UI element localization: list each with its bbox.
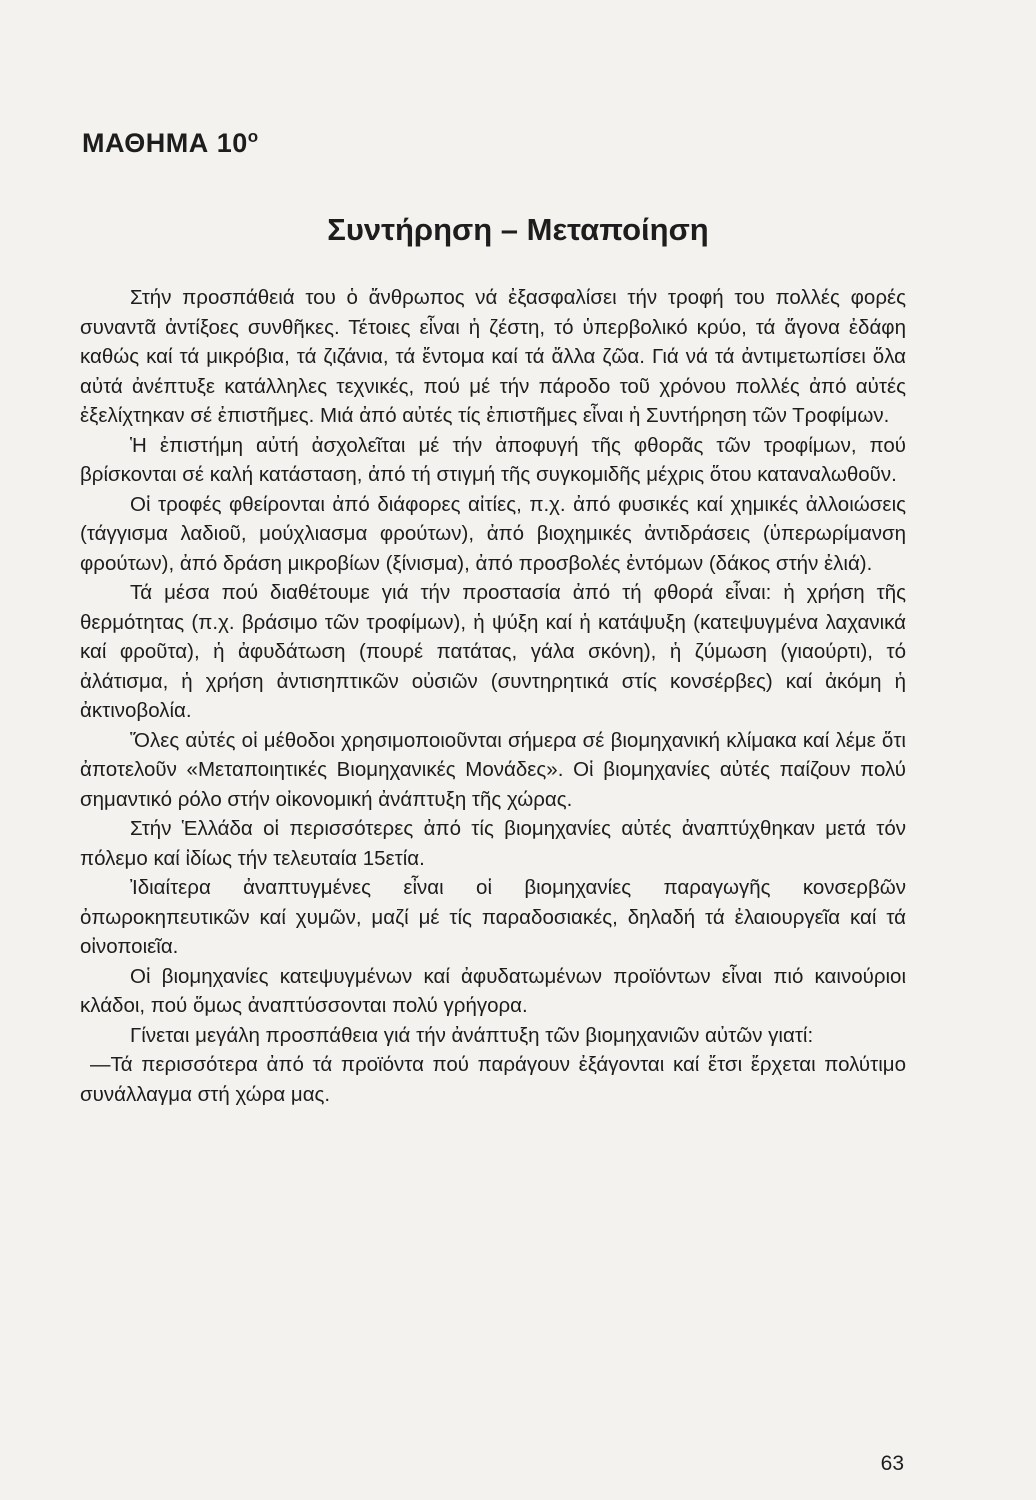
paragraph: Ἰδιαίτερα ἀναπτυγμένες εἶναι οἱ βιομηχανίες παραγωγῆς κονσερβῶν ὀπωροκηπευτικῶν καί χυμῶν, μαζί μέ τίς παραδοσιακές, δηλαδή τά ἐλαιουργεῖα καί τά οἰνοποιεῖα. bbox=[80, 876, 906, 958]
paragraph: Τά μέσα πού διαθέτουμε γιά τήν προστασία ἀπό τή φθορά εἶναι: ἡ χρήση τῆς θερμότητας (π.χ. βράσιμο τῶν τροφίμων), ἡ ψύξη καί ἡ κατάψυξη (κατεψυγμένα λαχανικά καί φροῦτα), ἡ ἀφυδάτωση (πουρέ πατάτας, γάλα σκόνη), ἡ ζύμωση (γιαούρτι), τό ἀλάτισμα, ἡ χρήση ἀντισηπτικῶν οὐσιῶν (συντηρητικά στίς κονσέρβες) καί ἀκόμη ἡ ἀκτινοβολία. bbox=[80, 581, 906, 722]
paragraph: Ἡ ἐπιστήμη αὐτή ἀσχολεῖται μέ τήν ἀποφυγή τῆς φθορᾶς τῶν τροφίμων, πού βρίσκονται σέ καλή κατάσταση, ἀπό τή στιγμή τῆς συγκομιδῆς μέχρις ὅτου καταναλωθοῦν. bbox=[80, 433, 906, 486]
lesson-label: ΜΑΘΗΜΑ 10 bbox=[82, 128, 248, 158]
paragraph: Ὅλες αὐτές οἱ μέθοδοι χρησιμοποιοῦνται σήμερα σέ βιομηχανική κλίμακα καί λέμε ὅτι ἀποτελοῦν «Μεταποιητικές Βιομηχανικές Μονάδες». Οἱ βιομηχανίες αὐτές παίζουν πολύ σημαντικό ρόλο στήν οἰκονομική ἀνάπτυξη τῆς χώρας. bbox=[80, 728, 906, 811]
paragraph-dash-item: —Τά περισσότερα ἀπό τά προϊόντα πού παράγουν ἐξάγονται καί ἔτσι ἔρχεται πολύτιμο συνάλλαγμα στή χώρα μας. bbox=[80, 1053, 906, 1106]
paragraph: Γίνεται μεγάλη προσπάθεια γιά τήν ἀνάπτυξη τῶν βιομηχανιῶν αὐτῶν γιατί: bbox=[130, 1023, 814, 1047]
lesson-ordinal-suffix: ο bbox=[247, 127, 259, 146]
lesson-heading bbox=[82, 127, 259, 159]
paragraph: Οἱ βιομηχανίες κατεψυγμένων καί ἀφυδατωμένων προϊόντων εἶναι πιό καινούριοι κλάδοι, πού ὅμως ἀναπτύσσονται πολύ γρήγορα. bbox=[80, 964, 906, 1017]
paragraph: Στήν προσπάθειά του ὁ ἄνθρωπος νά ἐξασφαλίσει τήν τροφή του πολλές φορές συναντᾶ ἀντίξοες συνθῆκες. Τέτοιες εἶναι ἡ ζέστη, τό ὑπερβολικό κρύο, τά ἄγονα ἐδάφη καθώς καί τά μικρόβια, τά ζιζάνια, τά ἔντομα καί τά ἄλλα ζῶα. Γιά νά τά ἀντιμετωπίσει ὅλα αὐτά ἀνέπτυξε κατάλληλες τεχνικές, πού μέ τήν πάροδο τοῦ χρόνου πολλές ἀπό αὐτές ἐξελίχτηκαν σέ ἐπιστῆμες. Μιά ἀπό αὐτές τίς ἐπιστῆμες εἶναι ἡ Συντήρηση τῶν Τροφίμων. bbox=[80, 286, 906, 427]
body-text bbox=[80, 283, 906, 1109]
paragraph: Οἱ τροφές φθείρονται ἀπό διάφορες αἰτίες, π.χ. ἀπό φυσικές καί χημικές ἀλλοιώσεις (τάγγισμα λαδιοῦ, μούχλιασμα φρούτων), ἀπό βιοχημικές ἀντιδράσεις (ὑπερωρίμανση φρούτων), ἀπό δράση μικροβίων (ξίνισμα), ἀπό προσβολές ἐντόμων (δάκος στήν ἐλιά). bbox=[80, 492, 906, 575]
paragraph: Στήν Ἑλλάδα οἱ περισσότερες ἀπό τίς βιομηχανίες αὐτές ἀναπτύχθηκαν μετά τόν πόλεμο καί ἰδίως τήν τελευταία 15ετία. bbox=[80, 817, 906, 870]
chapter-title: Συντήρηση – Μεταποίηση bbox=[327, 212, 709, 247]
page-number: 63 bbox=[880, 1452, 904, 1475]
